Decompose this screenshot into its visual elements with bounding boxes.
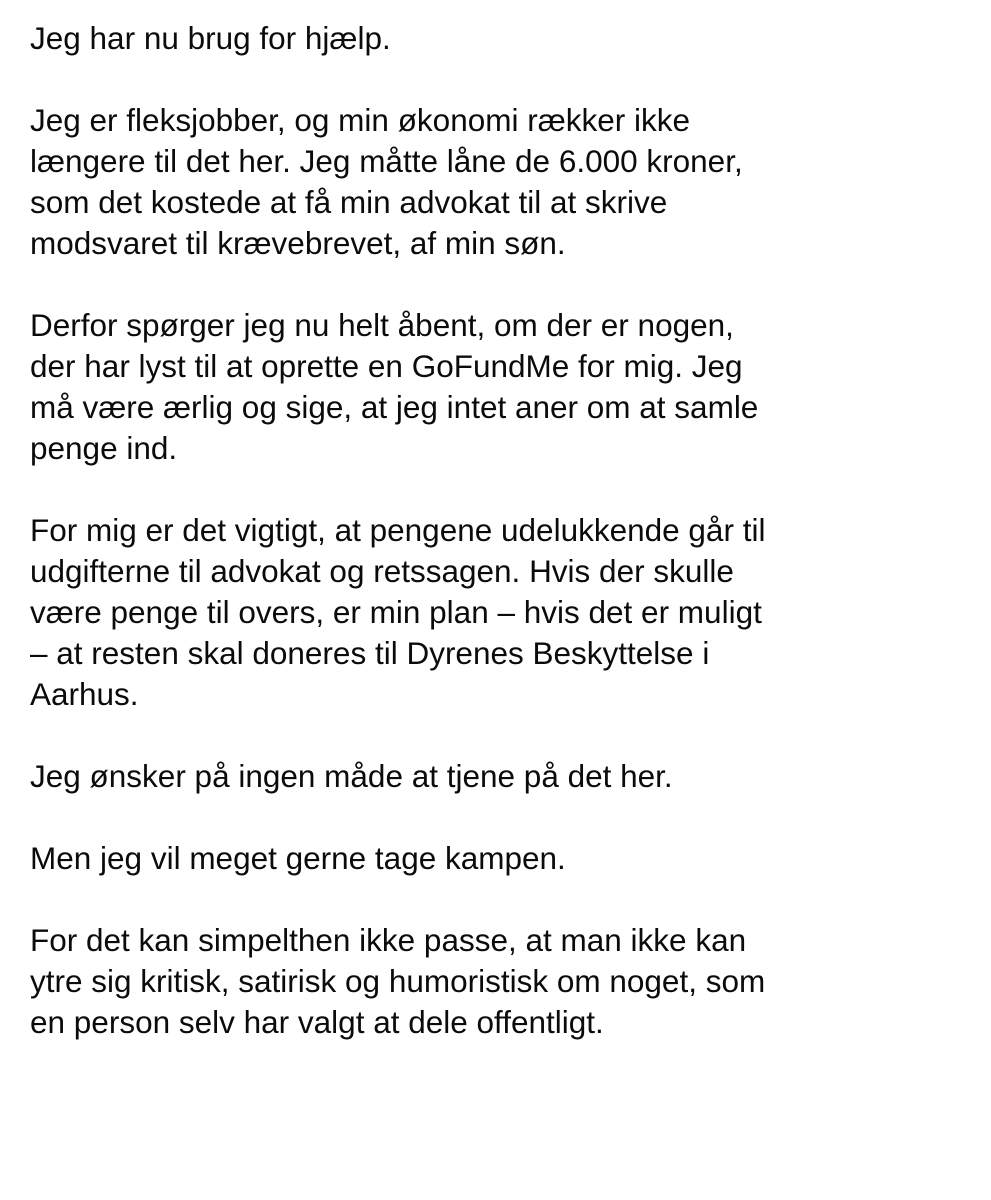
paragraph xyxy=(30,756,970,797)
text-line: må være ærlig og sige, at jeg intet aner om at samle xyxy=(30,389,759,425)
text-line: Jeg har nu brug for hjælp. xyxy=(30,20,391,56)
text-line: Jeg ønsker på ingen måde at tjene på det her. xyxy=(30,758,673,794)
paragraph xyxy=(30,838,970,879)
text-line: Aarhus. xyxy=(30,676,139,712)
text-line: For det kan simpelthen ikke passe, at man ikke kan xyxy=(30,922,747,958)
text-line: der har lyst til at oprette en GoFundMe for mig. Jeg xyxy=(30,348,743,384)
text-line: som det kostede at få min advokat til at skrive xyxy=(30,184,668,220)
paragraph xyxy=(30,305,970,469)
text-line: modsvaret til krævebrevet, af min søn. xyxy=(30,225,566,261)
note-body xyxy=(30,18,970,1043)
text-line: Men jeg vil meget gerne tage kampen. xyxy=(30,840,566,876)
text-line: For mig er det vigtigt, at pengene udelukkende går til xyxy=(30,512,766,548)
text-line: Jeg er fleksjobber, og min økonomi rækker ikke xyxy=(30,102,691,138)
text-line: Derfor spørger jeg nu helt åbent, om der er nogen, xyxy=(30,307,734,343)
text-line: penge ind. xyxy=(30,430,178,466)
text-line: en person selv har valgt at dele offentligt. xyxy=(30,1004,604,1040)
text-line: – at resten skal doneres til Dyrenes Beskyttelse i xyxy=(30,635,710,671)
paragraph xyxy=(30,510,970,715)
text-line: ytre sig kritisk, satirisk og humoristisk om noget, som xyxy=(30,963,766,999)
text-line: udgifterne til advokat og retssagen. Hvis der skulle xyxy=(30,553,734,589)
paragraph xyxy=(30,100,970,264)
paragraph xyxy=(30,920,970,1043)
text-line: længere til det her. Jeg måtte låne de 6.000 kroner, xyxy=(30,143,743,179)
paragraph xyxy=(30,18,970,59)
text-line: være penge til overs, er min plan – hvis det er muligt xyxy=(30,594,762,630)
